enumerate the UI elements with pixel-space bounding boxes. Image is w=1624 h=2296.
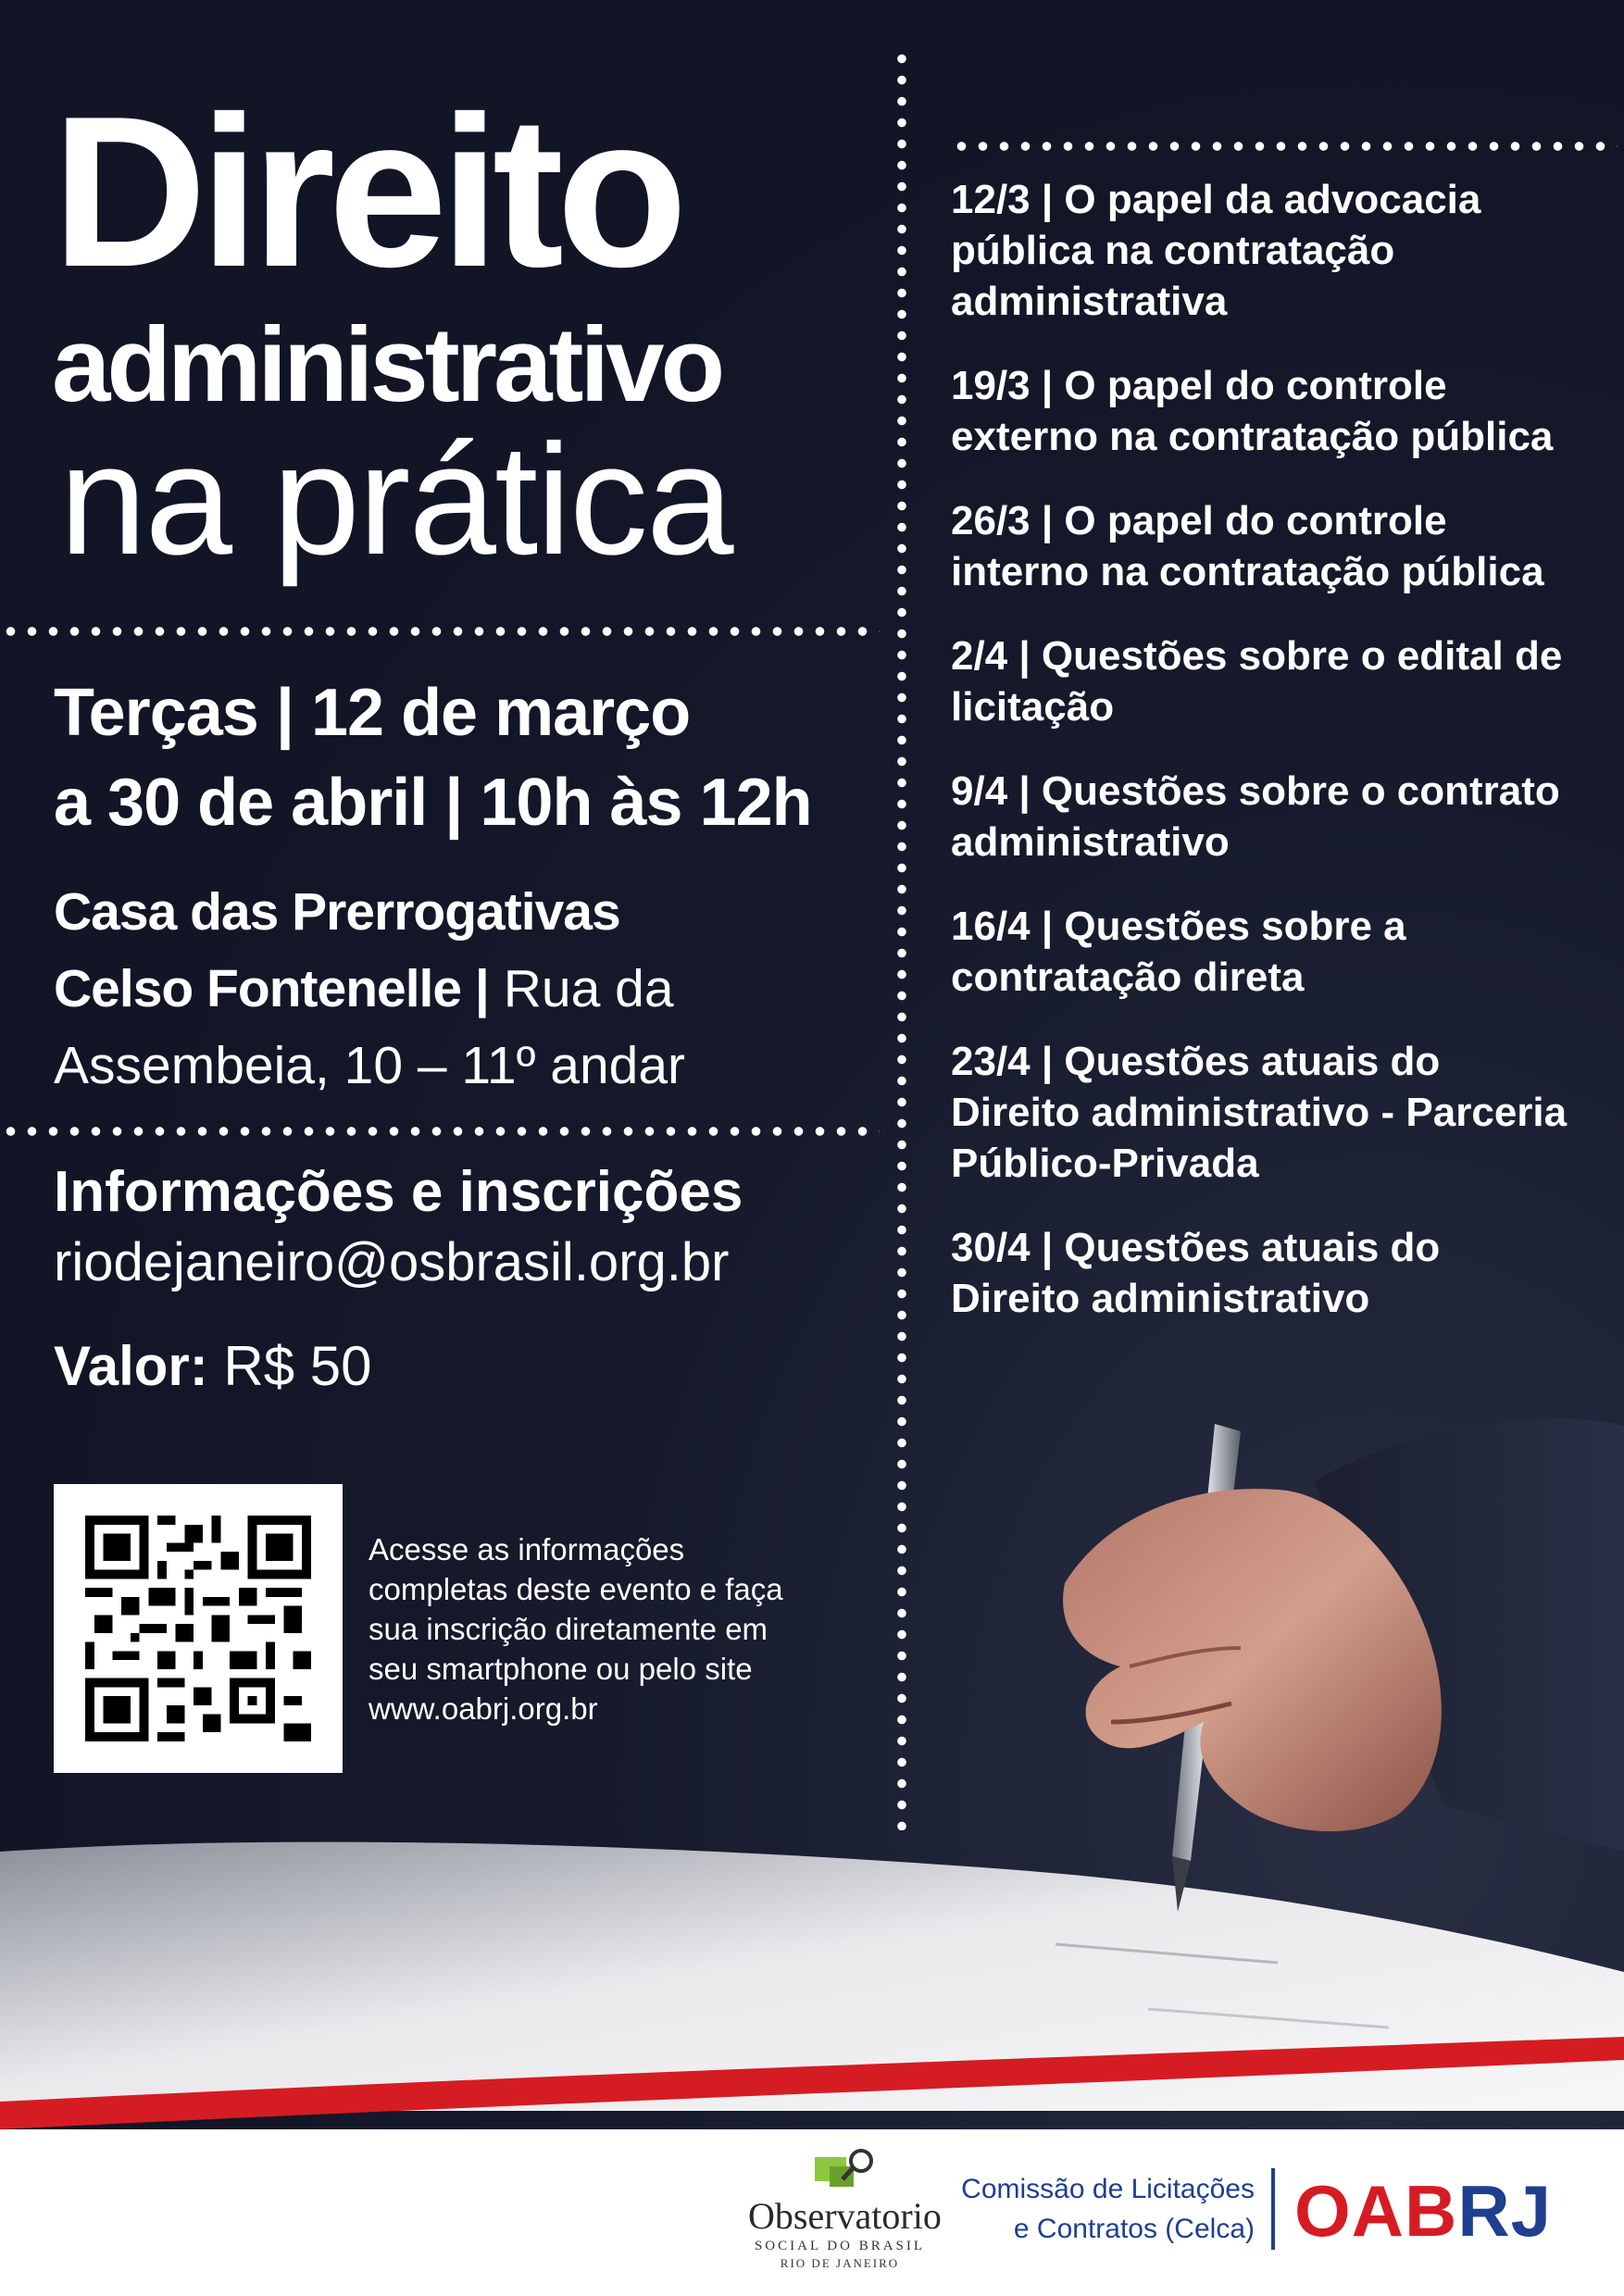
- horizontal-dotted-divider-title: [0, 626, 880, 637]
- qr-instructions: [369, 1529, 850, 1728]
- schedule-item: [951, 360, 1590, 462]
- qr-code[interactable]: [54, 1484, 343, 1773]
- schedule-item-line: externo na contratação pública: [951, 414, 1554, 459]
- schedule-item-line: Público-Privada: [951, 1141, 1259, 1186]
- contact-email-link[interactable]: riodejaneiro@osbrasil.org.br: [54, 1232, 730, 1292]
- schedule-item: [951, 174, 1590, 327]
- observatorio-logo-location: RIO DE JANEIRO: [780, 2256, 900, 2270]
- schedule-item-line: 30/4 | Questões atuais do: [951, 1225, 1441, 1270]
- schedule-item-line: 12/3 | O papel da advocacia: [951, 177, 1481, 222]
- page-subtitle: administrativo: [52, 306, 722, 424]
- qr-text-line: completas deste evento e faça: [369, 1572, 783, 1606]
- page-title: Direito: [52, 72, 681, 312]
- event-dates-line1: Terças | 12 de março: [54, 676, 691, 750]
- schedule-list: [951, 174, 1590, 1357]
- venue-line3: Assembeia, 10 – 11º andar: [54, 1036, 686, 1095]
- schedule-item-line: Direito administrativo - Parceria: [951, 1090, 1568, 1135]
- schedule-item-line: contratação direta: [951, 955, 1305, 1000]
- schedule-item-line: administrativa: [951, 279, 1228, 324]
- logo-divider: [1271, 2168, 1275, 2250]
- schedule-item-line: Direito administrativo: [951, 1276, 1370, 1321]
- schedule-item: [951, 1222, 1590, 1324]
- schedule-item: [951, 495, 1590, 597]
- qr-text-line: Acesse as informações: [369, 1532, 685, 1566]
- vertical-dotted-divider: [896, 48, 907, 1830]
- horizontal-dotted-divider-schedule: [951, 141, 1618, 152]
- schedule-item: [951, 766, 1590, 867]
- oabrj-logo-rj: RJ: [1457, 2170, 1553, 2252]
- info-title: Informações e inscrições: [54, 1160, 743, 1224]
- schedule-item-line: 16/4 | Questões sobre a: [951, 904, 1406, 949]
- qr-text-line: seu smartphone ou pelo site: [369, 1652, 753, 1686]
- schedule-item-line: 23/4 | Questões atuais do: [951, 1039, 1441, 1084]
- schedule-item-line: pública na contratação: [951, 228, 1395, 273]
- horizontal-dotted-divider-venue: [0, 1126, 880, 1137]
- page-subtitle-light: na prática: [59, 412, 732, 588]
- schedule-item-line: 19/3 | O papel do controle: [951, 363, 1447, 408]
- celca-commission: [954, 2169, 1255, 2249]
- observatorio-logo-subtitle: SOCIAL DO BRASIL: [754, 2239, 926, 2253]
- price-label: Valor:: [54, 1335, 208, 1397]
- schedule-item: [951, 901, 1590, 1003]
- venue-line2-light: Rua da: [503, 959, 674, 1018]
- schedule-item-line: administrativo: [951, 819, 1230, 865]
- website-link[interactable]: www.oabrj.org.br: [369, 1691, 598, 1726]
- oabrj-logo: [1294, 2170, 1553, 2252]
- price-value: R$ 50: [223, 1335, 372, 1397]
- venue-line2-bold: Celso Fontenelle |: [54, 959, 489, 1018]
- celca-line1: Comissão de Licitações: [961, 2174, 1255, 2204]
- schedule-item: [951, 1036, 1590, 1189]
- venue-line1: Casa das Prerrogativas: [54, 882, 620, 942]
- observatorio-logo-text: Observatorio: [748, 2195, 942, 2237]
- event-venue: [54, 874, 685, 1104]
- event-dates: [54, 668, 812, 848]
- schedule-item-line: 9/4 | Questões sobre o contrato: [951, 768, 1560, 814]
- price: [54, 1335, 372, 1397]
- qr-code-icon: [85, 1516, 311, 1741]
- qr-text-line: sua inscrição diretamente em: [369, 1612, 768, 1646]
- oabrj-logo-oab: OAB: [1294, 2170, 1458, 2252]
- event-dates-line2: a 30 de abril | 10h às 12h: [54, 766, 812, 840]
- schedule-item: [951, 630, 1590, 732]
- schedule-item-line: 26/3 | O papel do controle: [951, 498, 1447, 543]
- schedule-item-line: 2/4 | Questões sobre o edital de: [951, 633, 1563, 679]
- celca-line2: e Contratos (Celca): [1013, 2214, 1255, 2244]
- schedule-item-line: licitação: [951, 684, 1115, 730]
- schedule-item-line: interno na contratação pública: [951, 549, 1544, 594]
